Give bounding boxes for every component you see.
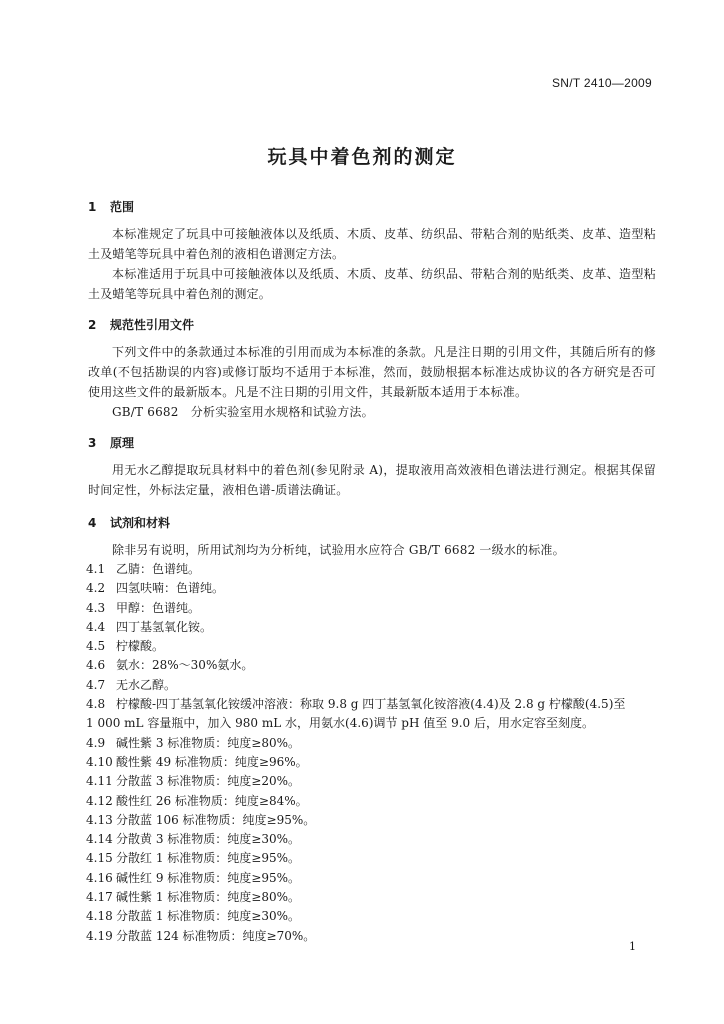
document-title: 玩具中着色剂的测定 <box>267 146 457 168</box>
document-body <box>88 198 656 946</box>
item-text: 四丁基氢氧化铵。 <box>116 619 213 634</box>
section-scope <box>88 198 656 304</box>
item-text: 酸性紫 49 标准物质：纯度≥96%。 <box>116 754 308 769</box>
item-text: 乙腈：色谱纯。 <box>116 562 201 576</box>
section-heading <box>88 198 656 216</box>
item-text: 柠檬酸-四丁基氢氧化铵缓冲溶液：称取 9.8 g 四丁基氢氧化铵溶液(4.4)及 2.8 g 柠檬酸(4.5)至 <box>116 697 626 712</box>
item-number: 4.15 <box>86 851 113 866</box>
section-title: 范围 <box>110 200 135 214</box>
reagent-list <box>88 560 656 946</box>
item-number: 4.13 <box>86 812 113 827</box>
item-text: 甲醇：色谱纯。 <box>116 600 201 615</box>
section-title: 原理 <box>110 436 135 450</box>
item-text: 分散蓝 3 标准物质：纯度≥20%。 <box>116 774 300 789</box>
item-text: 分散蓝 124 标准物质：纯度≥70%。 <box>116 928 316 943</box>
section-reagents <box>88 514 656 946</box>
list-item <box>86 599 656 618</box>
page-number: 1 <box>629 940 636 953</box>
item-text: 分散蓝 106 标准物质：纯度≥95%。 <box>116 812 316 827</box>
list-item <box>86 792 656 811</box>
item-text: 四氢呋喃：色谱纯。 <box>116 581 225 596</box>
item-text: 碱性紫 1 标准物质：纯度≥80%。 <box>116 890 300 905</box>
list-item <box>86 695 656 734</box>
item-text-continued: 1 000 mL 容量瓶中，加入 980 mL 水，用氨水(4.6)调节 pH 值至 9.0 后，用水定容至刻度。 <box>86 716 594 731</box>
item-text: 碱性红 9 标准物质：纯度≥95%。 <box>116 870 300 885</box>
item-number: 4.2 <box>86 581 106 596</box>
section-title: 试剂和材料 <box>110 516 171 530</box>
item-number: 4.16 <box>86 870 113 885</box>
list-item <box>86 849 656 868</box>
item-number: 4.4 <box>86 619 106 634</box>
item-number: 4.9 <box>86 735 106 750</box>
item-text: 分散黄 3 标准物质：纯度≥30%。 <box>116 832 300 847</box>
item-number: 4.3 <box>86 600 106 615</box>
list-item <box>86 927 656 946</box>
paragraph: 下列文件中的条款通过本标准的引用而成为本标准的条款。凡是注日期的引用文件，其随后所有的修改单(不包括勘误的内容)或修订版均不适用于本标准，然而，鼓励根据本标准达成协议的各方研究是否可使用这些文件的最新版本。凡是不注日期的引用文件，其最新版本适用于本标准。 <box>88 345 656 399</box>
item-number: 4.7 <box>86 677 106 692</box>
item-text: 柠檬酸。 <box>116 639 165 654</box>
list-item <box>86 869 656 888</box>
reference-entry: GB/T 6682 分析实验室用水规格和试验方法。 <box>112 405 374 419</box>
list-item <box>86 656 656 675</box>
list-item <box>86 637 656 656</box>
list-item <box>86 830 656 849</box>
list-item <box>86 676 656 695</box>
list-item <box>86 753 656 772</box>
section-heading <box>88 514 656 532</box>
item-number: 4.10 <box>86 754 113 769</box>
list-item <box>86 888 656 907</box>
item-number: 4.11 <box>86 774 113 789</box>
paragraph: 用无水乙醇提取玩具材料中的着色剂(参见附录 A)，提取液用高效液相色谱法进行测定。根据其保留时间定性，外标法定量，液相色谱-质谱法确证。 <box>88 463 656 497</box>
item-text: 氨水：28%～30%氨水。 <box>116 658 254 673</box>
paragraph: 本标准规定了玩具中可接触液体以及纸质、木质、皮革、纺织品、带粘合剂的贴纸类、皮革、造型粘土及蜡笔等玩具中着色剂的液相色谱测定方法。 <box>88 227 656 261</box>
section-principle <box>88 434 656 500</box>
section-normative-references <box>88 316 656 422</box>
item-text: 分散红 1 标准物质：纯度≥95%。 <box>116 851 300 866</box>
section-number: 1 <box>88 200 97 214</box>
standard-number: SN/T 2410—2009 <box>551 76 652 90</box>
item-text: 碱性紫 3 标准物质：纯度≥80%。 <box>116 735 300 750</box>
list-item <box>86 579 656 598</box>
item-text: 酸性红 26 标准物质：纯度≥84%。 <box>116 793 308 808</box>
section-number: 4 <box>88 516 97 530</box>
section-heading <box>88 316 656 334</box>
item-number: 4.6 <box>86 658 106 673</box>
item-number: 4.1 <box>86 562 106 576</box>
item-number: 4.14 <box>86 832 113 847</box>
list-item <box>86 734 656 753</box>
item-text: 分散蓝 1 标准物质：纯度≥30%。 <box>116 909 300 924</box>
paragraph: 除非另有说明，所用试剂均为分析纯，试验用水应符合 GB/T 6682 一级水的标准。 <box>112 543 565 557</box>
list-item <box>86 772 656 791</box>
paragraph: 本标准适用于玩具中可接触液体以及纸质、木质、皮革、纺织品、带粘合剂的贴纸类、皮革、造型粘土及蜡笔等玩具中着色剂的测定。 <box>88 267 656 301</box>
section-number: 2 <box>88 318 97 332</box>
section-title: 规范性引用文件 <box>110 318 195 332</box>
item-number: 4.8 <box>86 697 106 712</box>
item-text: 无水乙醇。 <box>116 677 177 692</box>
item-number: 4.18 <box>86 909 113 924</box>
section-number: 3 <box>88 436 97 450</box>
list-item <box>86 907 656 926</box>
list-item <box>86 560 656 579</box>
item-number: 4.19 <box>86 928 113 943</box>
item-number: 4.12 <box>86 793 113 808</box>
section-heading <box>88 434 656 452</box>
list-item <box>86 811 656 830</box>
item-number: 4.17 <box>86 890 113 905</box>
item-number: 4.5 <box>86 639 106 654</box>
list-item <box>86 618 656 637</box>
